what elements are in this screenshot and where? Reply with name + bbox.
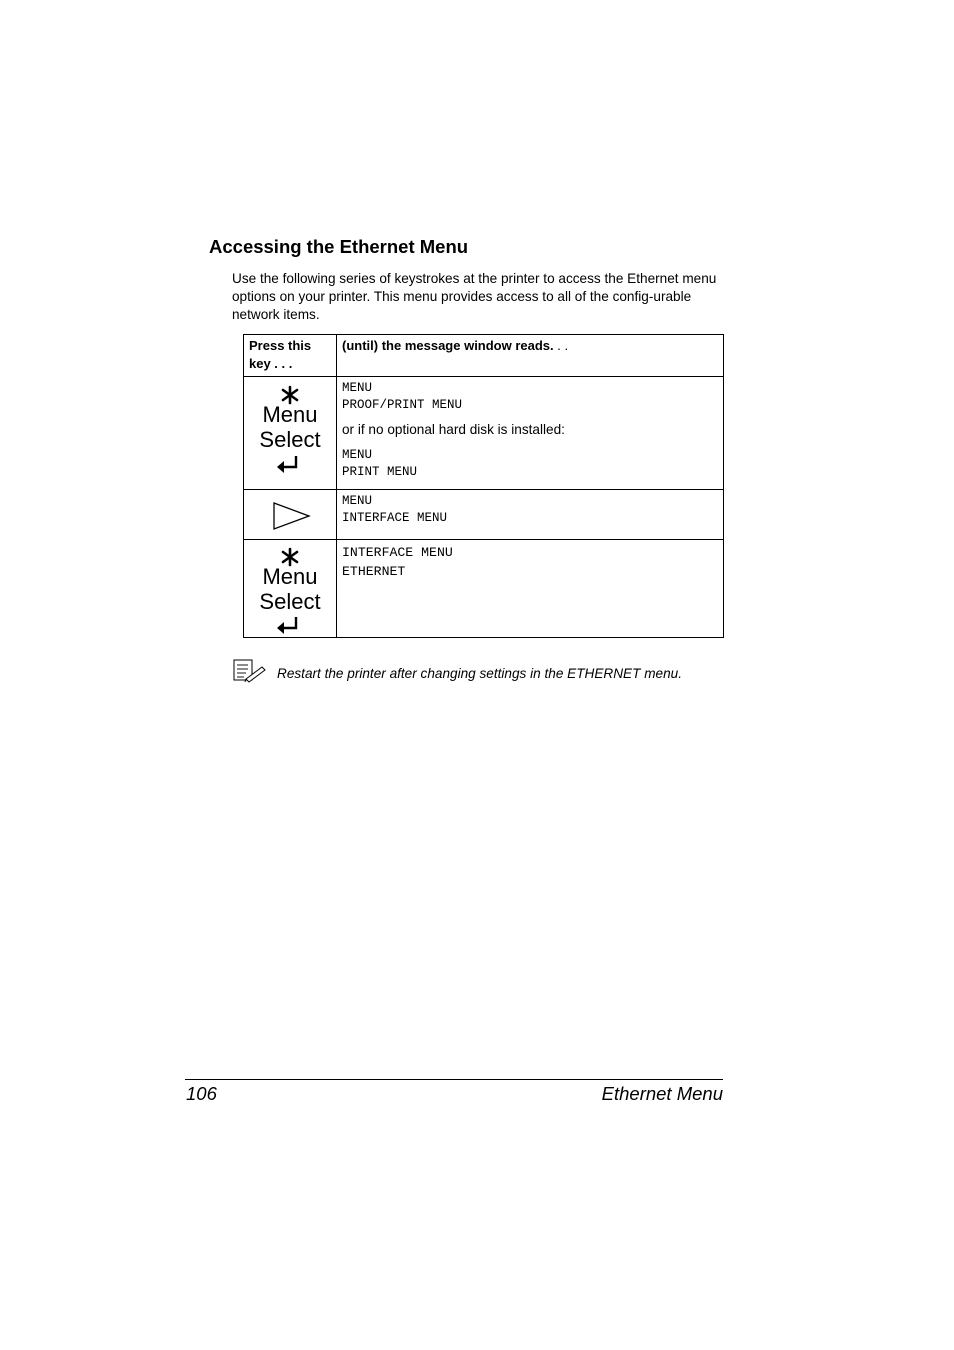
key-cell <box>244 540 337 638</box>
message-line: INTERFACE MENU <box>342 511 448 525</box>
col2-header <box>342 335 717 355</box>
note-text: Restart the printer after changing settings in the ETHERNET menu. <box>277 666 682 681</box>
message-line: PRINT MENU <box>342 465 418 479</box>
col2-header-bold: (until) the message window reads. <box>342 338 554 353</box>
intro-paragraph: Use the following series of keystrokes at the printer to access the Ethernet menu options on your printer. This menu provides access to all of the config-urable network items. <box>232 271 717 322</box>
right-arrow-key-icon <box>244 490 336 539</box>
message-line: PROOF/PRINT MENU <box>342 398 463 412</box>
table-row <box>244 490 724 540</box>
table-header-row <box>244 335 724 377</box>
message-line: MENU <box>342 448 373 462</box>
key-label-bottom: Select <box>259 427 321 452</box>
message-line: MENU <box>342 494 373 508</box>
col1-header: Press this key . . . <box>249 338 312 371</box>
message-cell <box>337 490 724 540</box>
header-cell-message <box>337 335 724 377</box>
header-cell-key <box>244 335 337 377</box>
message-line: INTERFACE MENU <box>342 545 453 560</box>
message-line: ETHERNET <box>342 564 406 579</box>
footer-divider <box>185 1079 723 1080</box>
key-label-top: Menu <box>262 402 318 427</box>
message-cell <box>337 377 724 490</box>
key-label-bottom: Select <box>259 589 321 614</box>
key-label-top: Menu <box>262 564 318 589</box>
message-line: MENU <box>342 381 373 395</box>
page-number: 106 <box>186 1083 217 1104</box>
footer-section-name: Ethernet Menu <box>601 1083 723 1104</box>
col2-header-rest: . . <box>553 338 569 353</box>
menu-select-key-icon <box>244 540 336 637</box>
note-pencil-icon <box>233 659 267 688</box>
menu-select-key-icon <box>244 377 336 489</box>
keystroke-table <box>243 334 724 638</box>
key-cell <box>244 377 337 490</box>
table-row <box>244 377 724 490</box>
alternate-condition-text: or if no optional hard disk is installed: <box>342 422 565 437</box>
key-cell <box>244 490 337 540</box>
section-heading: Accessing the Ethernet Menu <box>209 236 469 257</box>
table-row <box>244 540 724 638</box>
message-cell <box>337 540 724 638</box>
